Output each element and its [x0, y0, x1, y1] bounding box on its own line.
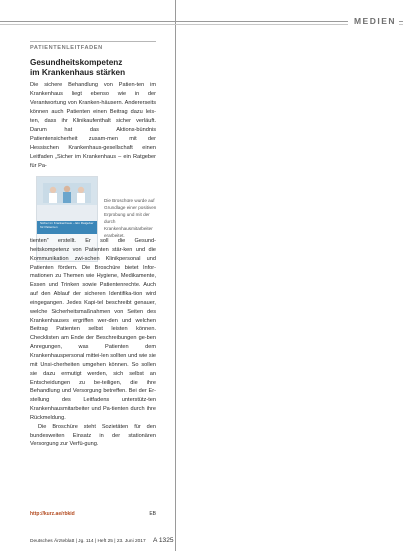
figure-caption: Die Broschüre wurde auf Grundlage einer positiven Erprobung und mit der durch Krankenhausmitarbeiter erarbeitet. [104, 198, 157, 238]
article-kicker: PATIENTENLEITFADEN [30, 41, 156, 51]
page-number: A 1325 [153, 537, 174, 544]
headline-line-2: im Krankenhaus stärken [30, 67, 126, 77]
headline-line-1: Gesundheitskompetenz [30, 58, 123, 67]
header-rule-secondary [0, 24, 403, 25]
section-label: MEDIEN [348, 16, 399, 26]
article-intro: Die sichere Behandlung von Patien-ten im Krankenhaus liegt ebenso wie in der Verantwortung von Kranken-häusern. Andererseits können auch Patienten einen Beitrag dazu leis-ten, dass ihr Klinikaufenthalt sicher verläuft. Darum hat das Aktions-bündnis Patientensicherheit zusam-men mit der Hessischen Krankenhaus-gesellschaft einen Leitfaden „Sicher im Krankenhaus – ein Ratgeber für Pa- [30, 82, 156, 169]
article-headline [30, 58, 160, 77]
article-link-text[interactable]: http://kurz.ae/rbkid [30, 511, 75, 517]
footer-citation: Deutsches Ärzteblatt | Jg. 114 | Heft 25 | 23. Juni 2017 [30, 539, 146, 544]
article-body-text: tienten“ erstellt. Er soll die Gesund-heitskompetenz von Patienten stär-ken und die Kommunikation zwi-schen Klinikpersonal und Patienten fördern. Die Broschüre bietet Infor-mationen zu Themen wie Hygiene, Medikamente, Essen und Trinken sowie Patientenrechte. Auch auf den Ablauf der sicheren Identifika-tion wird eingegangen. Jedes Kapi-tel beschreibt genauer, welche Sicherheitsmaßnahmen von Seiten des Krankenhauses ergriffen wer-den und welchen Beitrag Patienten selbst leisten können. Checklisten am Ende der Beschreibungen ge-ben Anregungen, was Patienten dem Krankenhauspersonal mittei-len sollten und wie sie mit Unsi-cherheiten umgehen können. So sollen sie dazu ermutigt werden, sich selbst an Entscheidungen zu be-teiligen, die ihre Behandlung und Versorgung betreffen. Bei der Er-stellung des Leitfadens unterstütz-ten Krankenhausmitarbeiter und Pa-tienten durch ihre Rückmeldung. [30, 238, 156, 421]
cover-people-illustration [43, 183, 91, 203]
author-initials: EB [149, 511, 156, 517]
article-closing-text: Die Broschüre steht Sozietäten für den bundesweiten Einsatz in der stationären Versorgung zur Verfü-gung. [30, 423, 156, 448]
header-rule [0, 21, 403, 22]
article-link[interactable] [30, 511, 156, 517]
column-rule [175, 0, 176, 551]
article-body [30, 237, 156, 449]
section-header [0, 16, 407, 28]
cover-title: Sicher im Krankenhaus – Ein Ratgeber für Patienten [40, 221, 94, 229]
